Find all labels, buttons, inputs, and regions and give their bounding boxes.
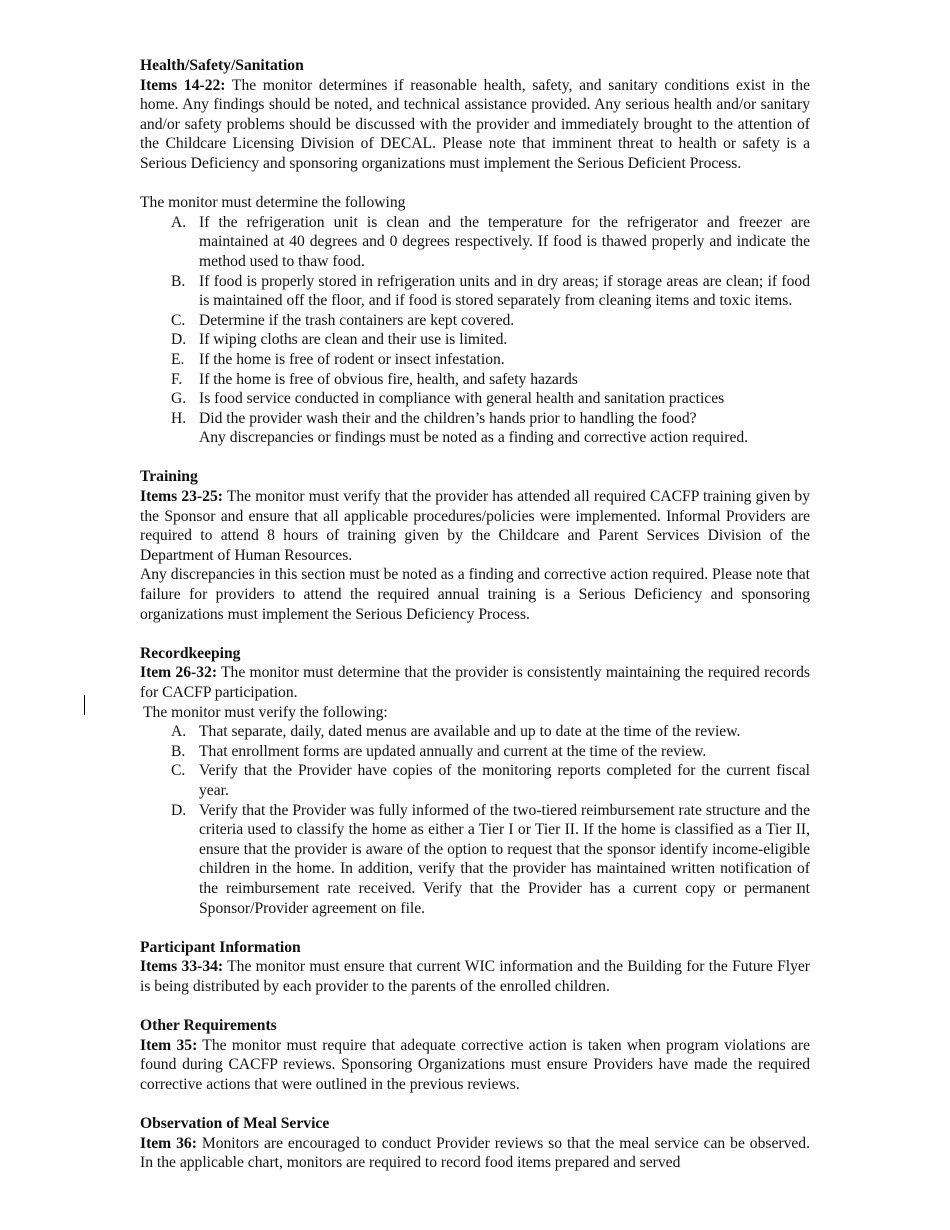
list-item xyxy=(140,370,810,390)
section-paragraph xyxy=(140,487,810,565)
list-marker: D. xyxy=(171,801,187,819)
list-item-text: That enrollment forms are updated annually and current at the time of the review. xyxy=(199,742,707,760)
checklist xyxy=(140,213,810,429)
section-other-requirements xyxy=(140,1016,810,1094)
paragraph-text: The monitor must ensure that current WIC information and the Building for the Future Flyer is being distributed by each provider to the parents of the enrolled children. xyxy=(140,958,810,995)
list-item xyxy=(140,213,810,272)
list-item xyxy=(140,761,810,800)
section-heading: Recordkeeping xyxy=(140,644,241,662)
list-marker: C. xyxy=(171,311,186,329)
list-item-text: If food is properly stored in refrigeration units and in dry areas; if storage areas are clean; if food is maintained off the floor, and if food is stored separately from cleaning items and toxic items. xyxy=(199,272,810,310)
section-heading: Observation of Meal Service xyxy=(140,1115,330,1133)
list-item-text: Is food service conducted in compliance with general health and sanitation practices xyxy=(199,390,725,408)
list-item xyxy=(140,801,810,919)
list-item-text: If the home is free of rodent or insect infestation. xyxy=(199,350,505,368)
list-item-text: Determine if the trash containers are kept covered. xyxy=(199,311,515,329)
section-recordkeeping xyxy=(140,644,810,918)
list-marker: A. xyxy=(171,723,187,741)
list-item xyxy=(140,330,810,350)
section-heading: Training xyxy=(140,468,198,486)
checklist-note: Any discrepancies or findings must be noted as a finding and corrective action required. xyxy=(199,429,749,447)
item-range-label: Item 35: xyxy=(140,1036,198,1054)
item-range-label: Items 14-22: xyxy=(140,76,226,94)
list-item-text: Did the provider wash their and the children’s hands prior to handling the food? xyxy=(199,409,697,427)
section-training xyxy=(140,467,810,624)
checklist-intro: The monitor must verify the following: xyxy=(143,703,388,721)
list-item xyxy=(140,389,810,409)
section-paragraph: Any discrepancies in this section must be noted as a finding and corrective action required. Please note that failure for providers to attend the required annual training is a Serious Deficiency and sponsoring organizations must implement the Serious Deficiency Process. xyxy=(140,566,810,623)
list-marker: B. xyxy=(171,272,186,290)
section-heading: Participant Information xyxy=(140,938,301,956)
paragraph-text: Monitors are encouraged to conduct Provider reviews so that the meal service can be observed. In the applicable chart, monitors are required to record food items prepared and served xyxy=(140,1134,810,1172)
list-item xyxy=(140,409,810,429)
revision-change-bar xyxy=(84,695,85,715)
list-marker: E. xyxy=(171,350,185,368)
item-range-label: Item 26-32: xyxy=(140,664,218,682)
list-item-text: If wiping cloths are clean and their use is limited. xyxy=(199,331,508,349)
section-paragraph xyxy=(140,957,810,996)
paragraph-text: The monitor must require that adequate corrective action is taken when program violations are found during CACFP reviews. Sponsoring Organizations must ensure Providers have made the required corrective actions that were outlined in the previous reviews. xyxy=(140,1036,811,1093)
item-range-label: Items 33-34: xyxy=(140,958,224,976)
paragraph-text: The monitor must verify that the provider has attended all required CACFP training given by the Sponsor and ensure that all applicable procedures/policies were implemented. Informal Providers are required to attend 8 hours of training given by the Childcare and Parent Services Division of the Department of Human Resources. xyxy=(140,488,810,564)
list-marker: F. xyxy=(171,370,183,388)
list-item xyxy=(140,311,810,331)
list-item-text: That separate, daily, dated menus are available and up to date at the time of the review. xyxy=(199,723,741,741)
list-item xyxy=(140,272,810,311)
list-item-text: If the home is free of obvious fire, health, and safety hazards xyxy=(199,370,578,388)
list-marker: H. xyxy=(171,409,187,427)
list-marker: C. xyxy=(171,762,186,780)
list-marker: D. xyxy=(171,331,187,349)
section-heading: Other Requirements xyxy=(140,1017,277,1035)
health-checklist xyxy=(140,193,810,448)
list-item xyxy=(140,350,810,370)
list-item xyxy=(140,722,810,742)
list-marker: G. xyxy=(171,390,187,408)
section-heading: Health/Safety/Sanitation xyxy=(140,57,304,74)
list-marker: A. xyxy=(171,213,187,231)
list-item-text: Verify that the Provider have copies of the monitoring reports completed for the current fiscal year. xyxy=(199,762,810,799)
item-range-label: Item 36: xyxy=(140,1134,197,1152)
section-paragraph xyxy=(140,1134,810,1173)
section-paragraph xyxy=(140,76,810,174)
section-paragraph xyxy=(140,663,810,702)
section-participant-information xyxy=(140,938,810,997)
checklist xyxy=(140,722,810,918)
paragraph-text: The monitor determines if reasonable health, safety, and sanitary conditions exist in the home. Any findings should be noted, and technical assistance provided. Any serious health and/or sanitary and/or safety problems should be discussed with the provider and immediately brought to the attention of the Childcare Licensing Division of DECAL. Please note that imminent threat to health or safety is a Serious Deficiency and sponsoring organizations must implement the Serious Deficient Process. xyxy=(140,76,810,172)
list-item-text: If the refrigeration unit is clean and the temperature for the refrigerator and freezer are maintained at 40 degrees and 0 degrees respectively. If food is thawed properly and indicate the method used to thaw food. xyxy=(199,213,810,270)
section-paragraph xyxy=(140,1036,810,1095)
section-observation-meal-service xyxy=(140,1114,810,1173)
paragraph-text: The monitor must determine that the provider is consistently maintaining the required records for CACFP participation. xyxy=(140,664,810,701)
document-page xyxy=(140,56,810,1173)
item-range-label: Items 23-25: xyxy=(140,488,223,506)
section-health-safety xyxy=(140,56,810,174)
checklist-intro: The monitor must determine the following xyxy=(140,194,406,212)
list-marker: B. xyxy=(171,742,186,760)
list-item-text: Verify that the Provider was fully informed of the two-tiered reimbursement rate structure and the criteria used to classify the home as either a Tier I or Tier II. If the home is classified as a Tier II, ensure that the provider is aware of the option to request that the sponsor identify income-eligible children in the home. In addition, verify that the provider has maintained written notification of the reimbursement rate received. Verify that the Provider has a current copy or permanent Sponsor/Provider agreement on file. xyxy=(199,801,810,917)
list-item xyxy=(140,742,810,762)
